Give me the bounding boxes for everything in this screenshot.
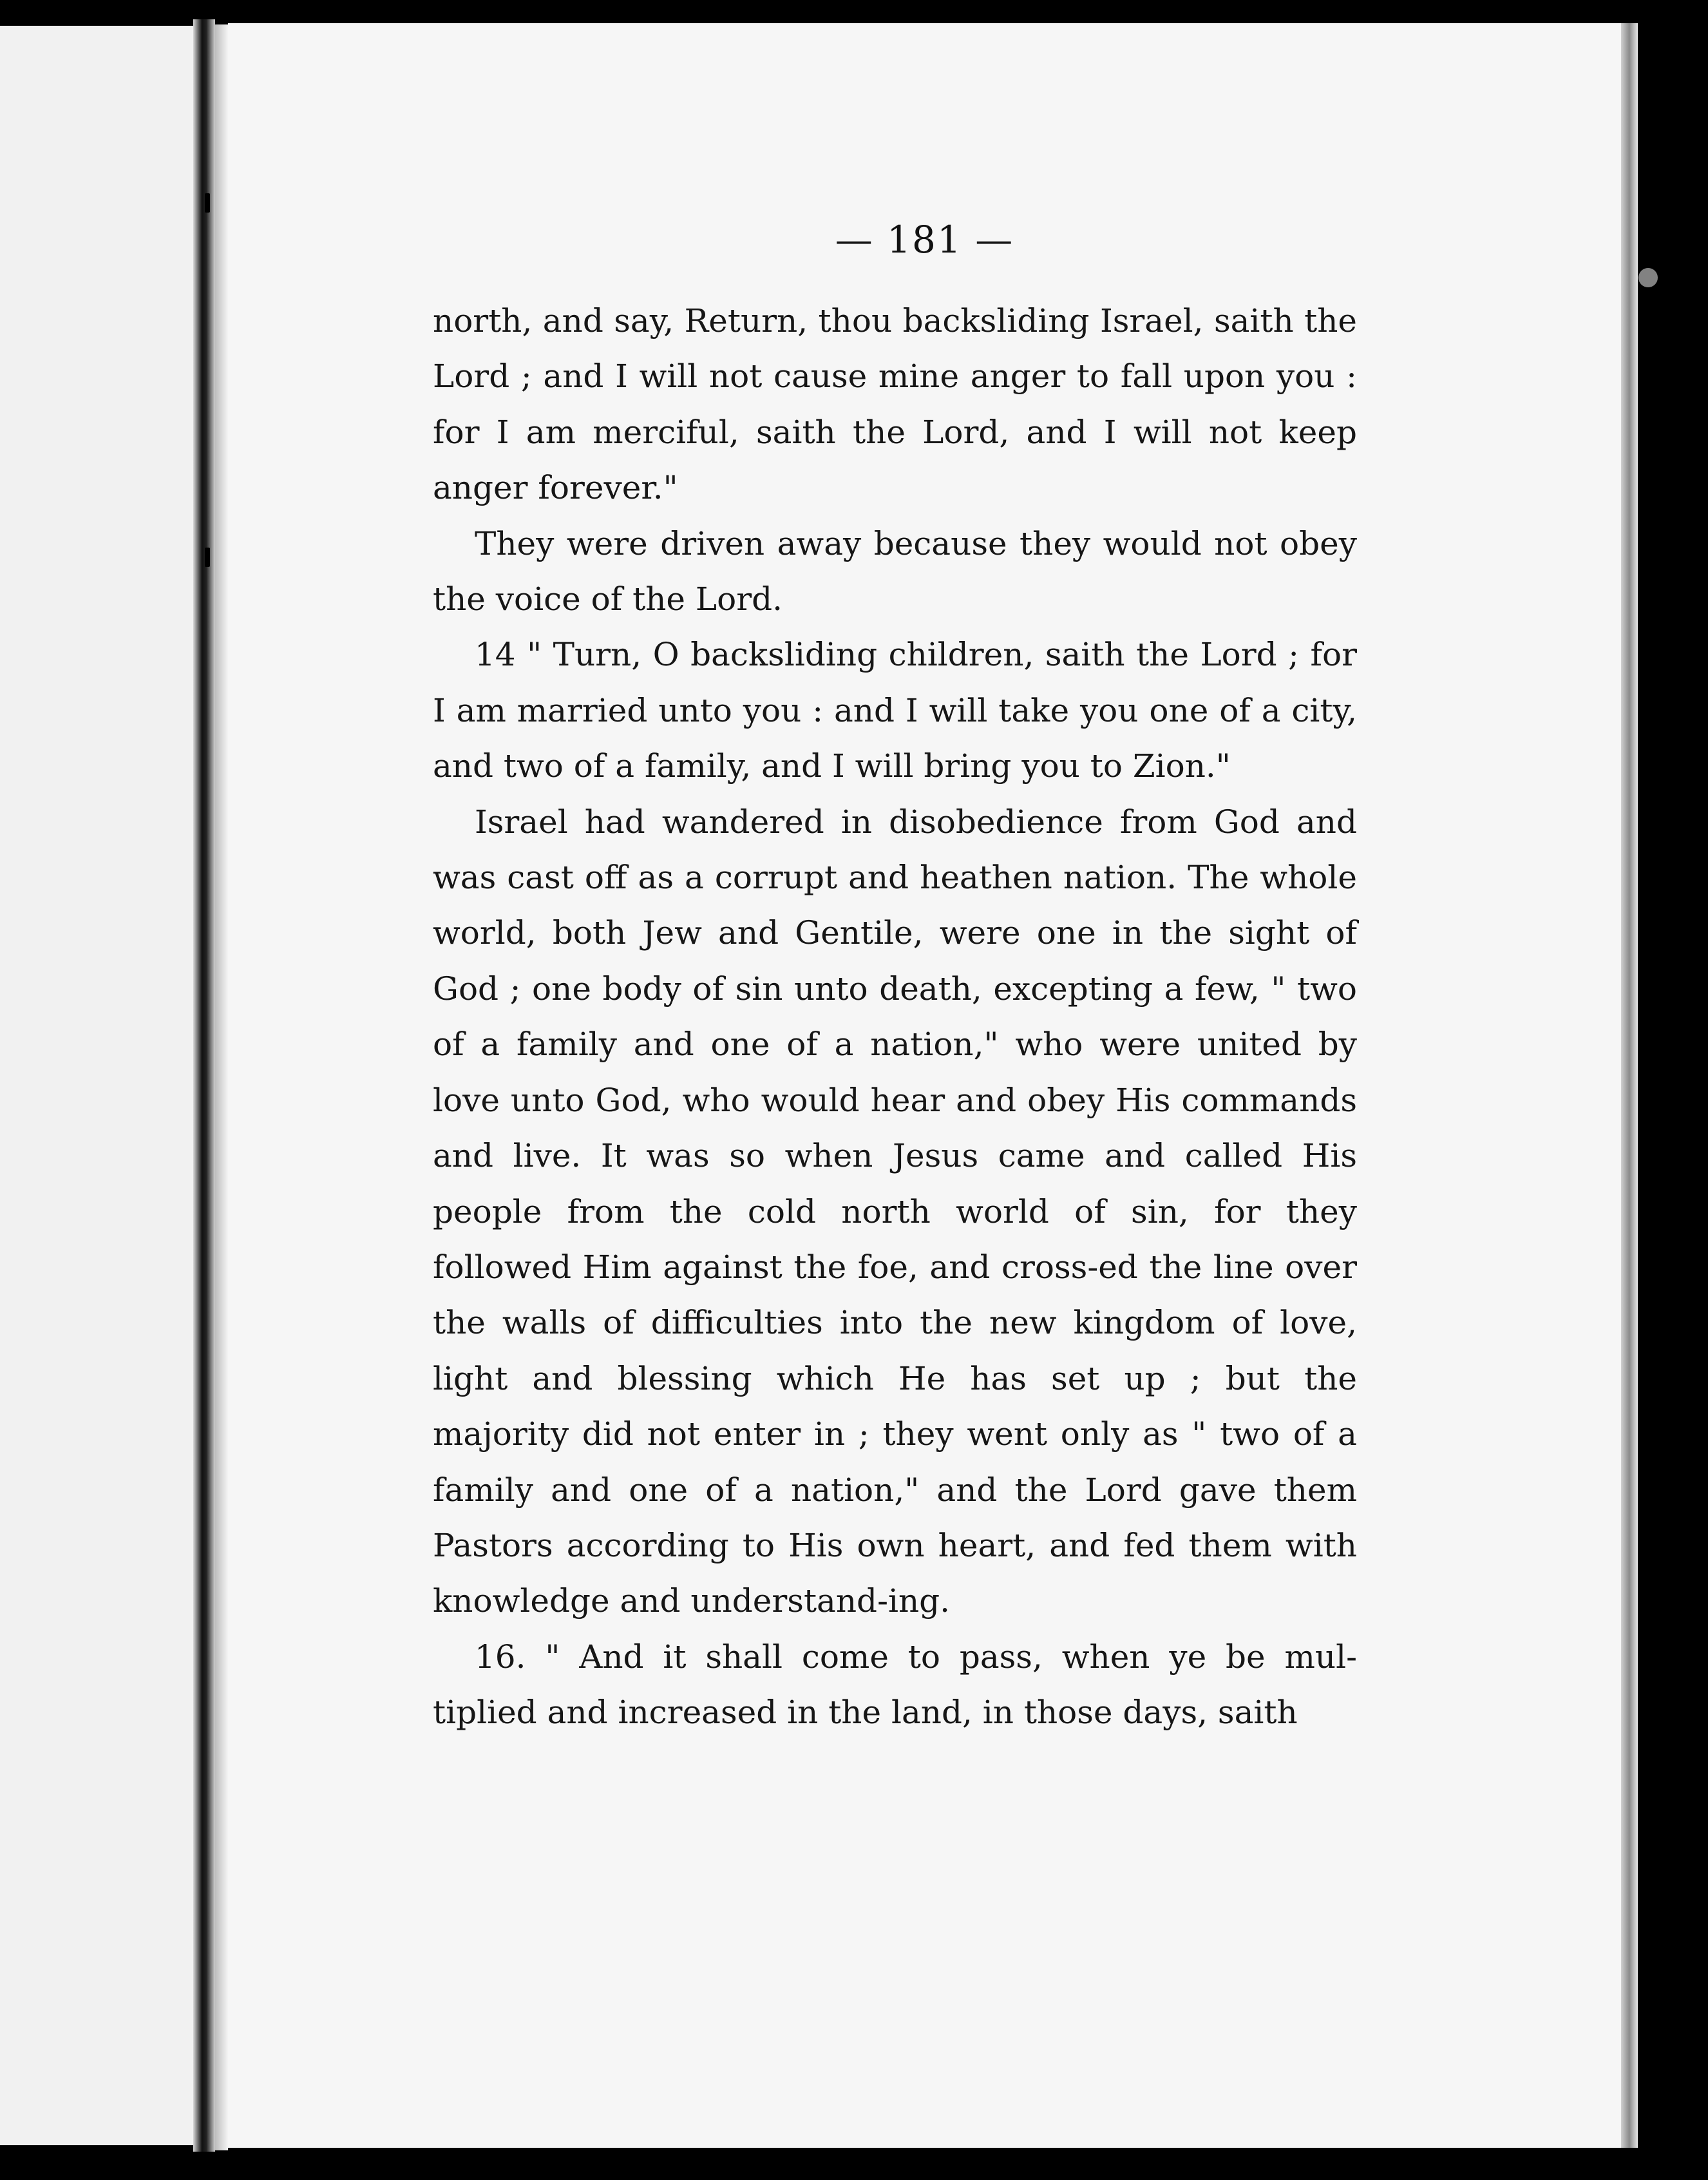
facing-page	[0, 26, 193, 2145]
paragraph: Israel had wandered in disobedience from God and was cast off as a corrupt and heathen nation. The whole world, both Jew and Gentile, were one in the sight of God ; one body of sin unto death, excepting a few, " two of a family and one of a nation," who were united by love unto God, who would hear and obey His commands and live. It was so when Jesus came and called His people from the cold north world of sin, for they followed Him against the foe, and cross-ed the line over the walls of difficulties into the new kingdom of love, light and blessing which He has set up ; but the majority did not enter in ; they went only as " two of a family and one of a nation," and the Lord gave them Pastors according to His own heart, and fed them with knowledge and understand-ing.	[433, 803, 1357, 1620]
binding-mark	[205, 548, 210, 567]
page-inner-edge	[215, 24, 228, 2150]
paragraph: They were driven away because they would not obey the voice of the Lord.	[433, 524, 1357, 618]
ink-smudge	[1638, 268, 1658, 287]
binding-mark	[205, 193, 210, 213]
paragraph: 14 " Turn, O backsliding children, saith the Lord ; for I am married unto you : and I will take you one of a city, and two of a family, and I will bring you to Zion."	[433, 636, 1357, 785]
body-text	[433, 293, 1357, 1741]
book-gutter	[193, 19, 215, 2152]
paragraph: 16. " And it shall come to pass, when ye be mul-tiplied and increased in the land, in those days, saith	[433, 1638, 1357, 1732]
page-fore-edge	[1621, 23, 1638, 2148]
paragraph: north, and say, Return, thou backsliding Israel, saith the Lord ; and I will not cause mine anger to fall upon you : for I am merciful, saith the Lord, and I will not keep anger forever."	[433, 302, 1357, 507]
page-number: — 181 —	[835, 218, 1014, 262]
